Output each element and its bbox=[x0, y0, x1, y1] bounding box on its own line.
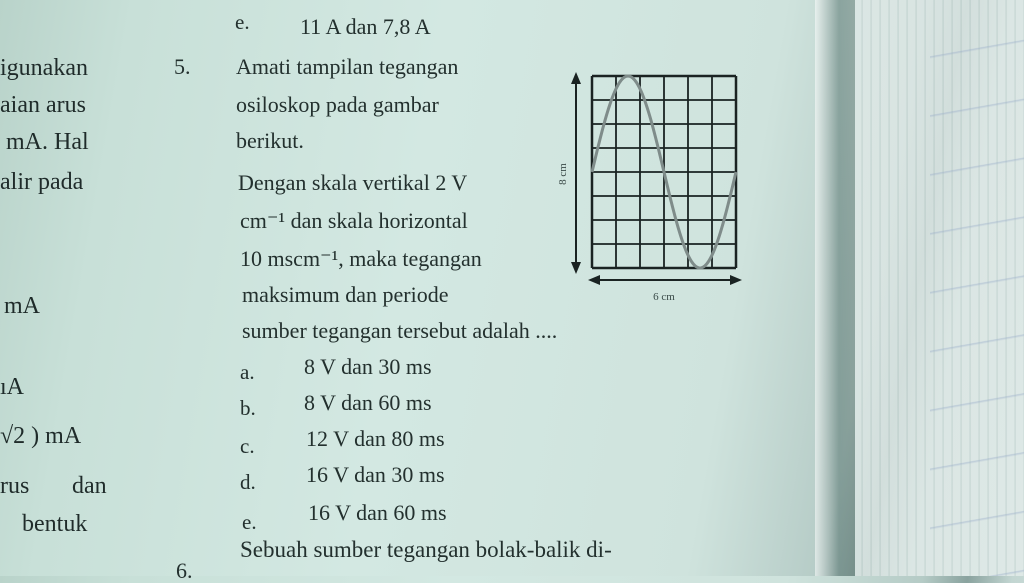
left-fragment: mA. Hal bbox=[6, 129, 89, 155]
up-arrow-icon bbox=[571, 72, 581, 84]
option-c-text: 12 V dan 80 ms bbox=[306, 426, 445, 451]
left-arrow-icon bbox=[588, 275, 600, 285]
prev-option-text: 11 A dan 7,8 A bbox=[300, 14, 431, 39]
option-d-text: 16 V dan 30 ms bbox=[306, 462, 445, 487]
option-e-text: 16 V dan 60 ms bbox=[308, 500, 447, 525]
left-fragment: bentuk bbox=[22, 511, 88, 537]
left-fragment: √2 ) mA bbox=[0, 423, 82, 449]
option-d-letter: d. bbox=[240, 470, 256, 494]
question-5-line: 10 mscm⁻¹, maka tegangan bbox=[240, 246, 482, 271]
question-5-line: berikut. bbox=[236, 128, 304, 153]
oscilloscope-figure bbox=[548, 66, 748, 316]
option-b-text: 8 V dan 60 ms bbox=[304, 390, 432, 415]
question-5-line: osiloskop pada gambar bbox=[236, 92, 439, 117]
question-5-line: Dengan skala vertikal 2 V bbox=[238, 170, 468, 195]
left-fragment: ıA bbox=[0, 374, 24, 400]
question-6-text: Sebuah sumber tegangan bolak-balik di- bbox=[240, 537, 612, 562]
page-gutter-shadow bbox=[815, 0, 855, 576]
left-fragment: aian arus bbox=[0, 92, 86, 118]
option-a-text: 8 V dan 30 ms bbox=[304, 354, 432, 379]
option-e-letter: e. bbox=[242, 510, 257, 534]
left-fragment: alir pada bbox=[0, 169, 84, 195]
option-c-letter: c. bbox=[240, 434, 255, 458]
question-5-line: maksimum dan periode bbox=[242, 282, 449, 307]
question-5-line: cm⁻¹ dan skala horizontal bbox=[240, 208, 468, 233]
left-fragment: dan bbox=[72, 473, 107, 499]
option-a-letter: a. bbox=[240, 360, 255, 384]
question-5-line: sumber tegangan tersebut adalah .... bbox=[242, 318, 558, 343]
notebook-lines bbox=[930, 0, 1024, 576]
vertical-label: 8 cm bbox=[557, 163, 569, 185]
question-6-number: 6. bbox=[176, 558, 193, 583]
right-arrow-icon bbox=[730, 275, 742, 285]
left-fragment: mA bbox=[4, 293, 40, 319]
question-5-number: 5. bbox=[174, 54, 191, 79]
prev-option-letter: e. bbox=[235, 10, 250, 34]
left-fragment: igunakan bbox=[0, 55, 88, 81]
down-arrow-icon bbox=[571, 262, 581, 274]
left-fragment: rus bbox=[0, 473, 30, 499]
option-b-letter: b. bbox=[240, 396, 256, 420]
question-5-line: Amati tampilan tegangan bbox=[236, 54, 459, 79]
horizontal-label: 6 cm bbox=[653, 291, 675, 303]
